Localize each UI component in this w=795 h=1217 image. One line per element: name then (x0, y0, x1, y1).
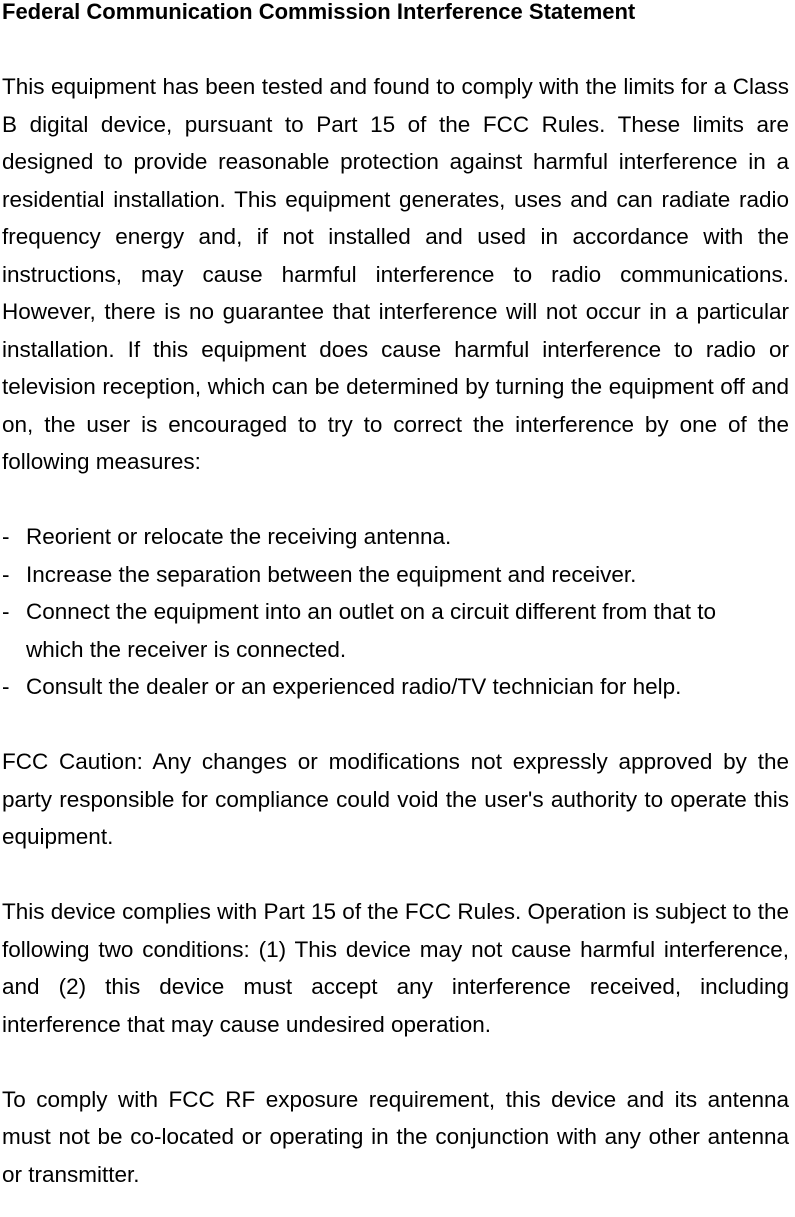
page-title: Federal Communication Commission Interference Statement (2, 0, 636, 24)
measure-text: Reorient or relocate the receiving antenna. (26, 524, 452, 549)
compliance-paragraph: This equipment has been tested and found to comply with the limits for a Class B digital device, pursuant to Part 15 of the FCC Rules. These limits are designed to provide reasonable protection against harmful interference in a residential installation. This equipment generates, uses and can radiate radio frequency energy and, if not installed and used in accordance with the instructions, may cause harmful interference to radio communications. However, there is no guarantee that interference will not occur in a particular installation. If this equipment does cause harmful interference to radio or television reception, which can be determined by turning the equipment off and on, the user is encouraged to try to correct the interference by one of the following measures: (2, 74, 789, 474)
list-bullet: - (2, 674, 10, 699)
measure-text: Consult the dealer or an experienced radio/TV technician for help. (26, 674, 682, 699)
list-item (2, 518, 789, 556)
fcc-caution-paragraph: FCC Caution: Any changes or modifications not expressly approved by the party responsible for compliance could void the user's authority to operate this equipment. (2, 749, 789, 849)
measures-list (2, 518, 789, 706)
list-item (2, 668, 789, 706)
list-bullet: - (2, 561, 10, 587)
list-item (2, 593, 789, 668)
part15-paragraph: This device complies with Part 15 of the FCC Rules. Operation is subject to the following two conditions: (1) This device may not cause harmful interference, and (2) this device must accept any interference received, including interference that may cause undesired operation. (2, 899, 789, 1037)
list-item (2, 556, 789, 594)
rf-exposure-paragraph: To comply with FCC RF exposure requirement, this device and its antenna must not be co-located or operating in the conjunction with any other antenna or transmitter. (2, 1086, 789, 1187)
list-bullet: - (2, 524, 10, 549)
measure-text: Connect the equipment into an outlet on a circuit different from that to which the receiver is connected. (26, 599, 716, 662)
list-bullet: - (2, 599, 10, 624)
measure-text: Increase the separation between the equipment and receiver. (26, 561, 637, 587)
